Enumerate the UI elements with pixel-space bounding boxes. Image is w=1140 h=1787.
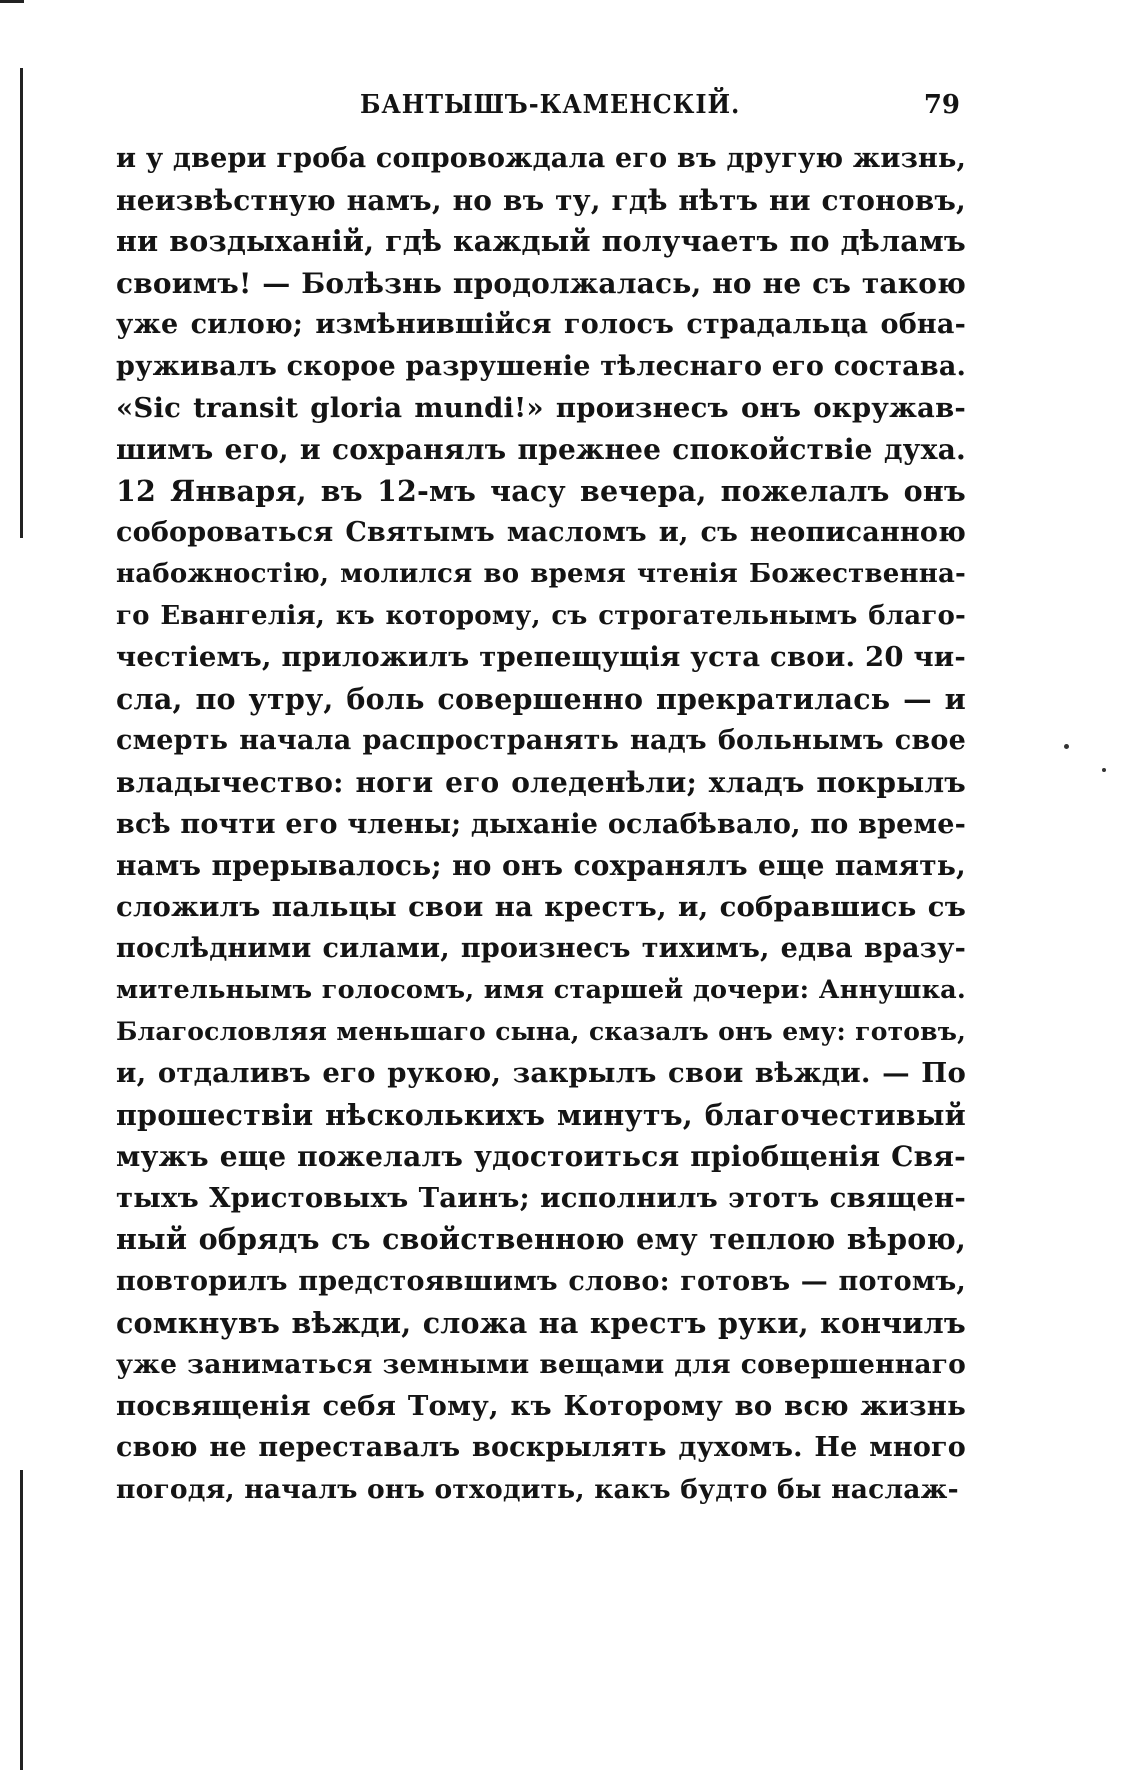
text-line: руживалъ скорое разрушеніе тѣлеснаго его состава. [116,350,967,382]
text-line: ный обрядъ съ свойственною ему теплою вѣрою, [116,1222,966,1257]
text-line: сла, по утру, боль совершенно прекратилась — и [116,681,966,716]
text-line: посвященія себя Тому, къ Которому во всю жизнь [116,1389,966,1422]
text-line: послѣдними силами, произнесъ тихимъ, едва вразу- [116,933,966,965]
text-line: уже силою; измѣнившійся голосъ страдальца обна- [116,309,966,341]
text-line: 12 Января, въ 12-мъ часу вечера, пожелалъ онъ [116,473,966,508]
text-line: мительнымъ голосомъ, имя старшей дочери: Аннушка. [116,974,966,1005]
page-number: 79 [923,90,960,120]
text-line: неизвѣстную намъ, но въ ту, гдѣ нѣтъ ни стоновъ, [116,183,966,217]
text-line: владычество: ноги его оледенѣли; хладъ покрылъ [116,765,966,799]
text-line: собороваться Святымъ масломъ и, съ неописанною [116,517,966,549]
text-line: повторилъ предстоявшимъ слово: готовъ — потомъ, [116,1266,966,1298]
text-line: смерть начала распространять надъ больнымъ свое [116,725,966,757]
text-line: свою не переставалъ воскрылять духомъ. Не много [116,1432,966,1464]
text-line: сложилъ пальцы свои на крестъ, и, собравшись съ [116,890,966,923]
body-text [116,138,966,1511]
text-line: сомкнувъ вѣжди, сложа на крестъ руки, кончилъ [116,1305,966,1340]
text-line: своимъ! — Болѣзнь продолжалась, но не съ такою [116,266,966,300]
scan-speck [1064,744,1069,749]
text-line: мужъ еще пожелалъ удостоиться пріобщенія Свя- [116,1140,966,1174]
text-line: честіемъ, приложилъ трепещущія уста свои. 20 чи- [116,641,966,674]
text-line: намъ прерывалось; но онъ сохранялъ еще память, [116,849,966,883]
text-line: и, отдаливъ его рукою, закрылъ свои вѣжди. — По [116,1057,966,1090]
text-line: ни воздыханій, гдѣ каждый получаетъ по дѣламъ [116,224,966,259]
scan-speck [1102,768,1106,772]
running-head [116,86,966,134]
text-line: всѣ почти его члены; дыханіе ослабѣвало, по време- [116,808,966,840]
page-edge-mark [0,0,24,3]
text-line: погодя, началъ онъ отходить, какъ будто бы наслаж- [116,1474,959,1505]
text-line: го Евангелія, къ которому, съ строгательнымъ благо- [116,600,966,631]
text-line: набожностію, молился во время чтенія Божественна- [116,558,966,589]
text-line: Благословляя меньшаго сына, сказалъ онъ ему: готовъ, [116,1017,966,1047]
binding-edge-line [20,68,23,538]
binding-edge-line [20,1470,23,1770]
text-line: «Sic transit gloria mundi!» произнесъ онъ окружав- [116,391,966,424]
text-line: прошествіи нѣсколькихъ минутъ, благочестивый [116,1097,966,1132]
text-line: уже заниматься земными вещами для совершеннаго [116,1349,966,1381]
book-page [116,86,966,1511]
running-head-title: БАНТЫШЪ-КАМЕНСКІЙ. [360,90,741,120]
text-line: тыхъ Христовыхъ Таинъ; исполнилъ этотъ священ- [116,1181,966,1214]
text-line: и у двери гроба сопровождала его въ другую жизнь, [116,143,967,174]
text-line: шимъ его, и сохранялъ прежнее спокойствіе духа. [116,433,966,467]
